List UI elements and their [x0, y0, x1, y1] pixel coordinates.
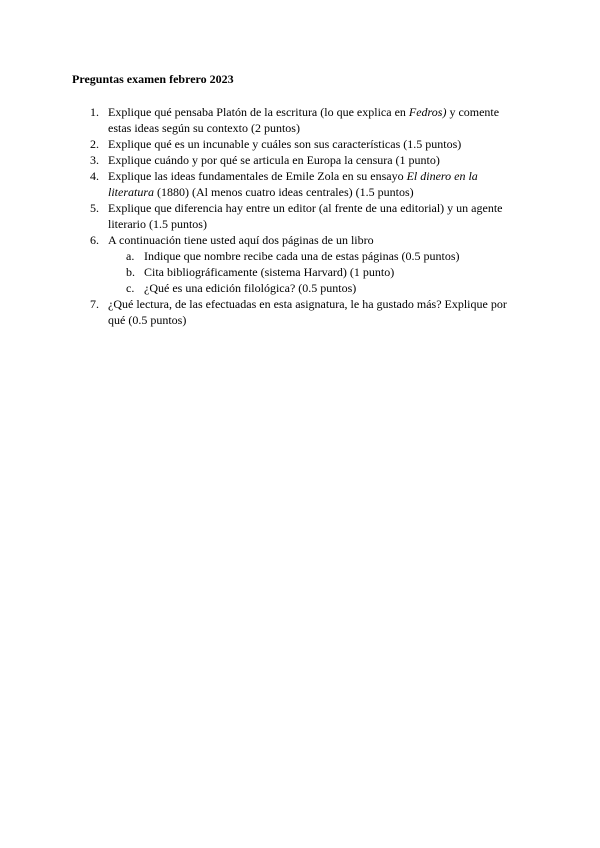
question-text: ¿Qué lectura, de las efectuadas en esta asignatura, le ha gustado más? Explique por qué (0.5 puntos) [108, 297, 507, 327]
question-text: Explique las ideas fundamentales de Emile Zola en su ensayo [108, 169, 407, 183]
question-text: Explique cuándo y por qué se articula en Europa la censura (1 punto) [108, 153, 440, 167]
document-title: Preguntas examen febrero 2023 [72, 72, 234, 86]
question-number: 4. [90, 169, 99, 183]
subquestion-letter: c. [126, 281, 135, 295]
question-number: 5. [90, 201, 99, 215]
question-item-7 [72, 296, 524, 328]
question-text-italic: El dinero en la literatura [108, 169, 478, 199]
subquestion-item-c [72, 280, 524, 296]
subquestion-text: Cita bibliográficamente (sistema Harvard) (1 punto) [144, 265, 395, 279]
question-item-4 [72, 168, 524, 200]
subquestion-item-a [72, 248, 524, 264]
question-number: 1. [90, 105, 99, 119]
question-item-5 [72, 200, 524, 232]
question-item-6 [72, 232, 524, 296]
question-text: A continuación tiene usted aquí dos páginas de un libro [108, 233, 374, 247]
subquestion-text: Indique que nombre recibe cada una de estas páginas (0.5 puntos) [144, 249, 460, 263]
question-number: 7. [90, 297, 99, 311]
question-list [72, 104, 524, 328]
question-text: Explique qué es un incunable y cuáles son sus características (1.5 puntos) [108, 137, 462, 151]
question-text: Explique que diferencia hay entre un editor (al frente de una editorial) y un agente literario (1.5 puntos) [108, 201, 503, 231]
question-item-1 [72, 104, 524, 136]
question-number: 2. [90, 137, 99, 151]
question-text: Explique qué pensaba Platón de la escritura (lo que explica en [108, 105, 409, 119]
question-item-3 [72, 152, 524, 168]
subquestion-text: ¿Qué es una edición filológica? (0.5 puntos) [144, 281, 357, 295]
question-text: y comente estas ideas según su contexto (2 puntos) [108, 105, 500, 135]
question-text: (1880) (Al menos cuatro ideas centrales) (1.5 puntos) [154, 185, 414, 199]
question-text-italic: Fedros) [408, 105, 447, 119]
question-item-2 [72, 136, 524, 152]
subquestion-letter: a. [126, 249, 135, 263]
subquestion-letter: b. [126, 265, 135, 279]
subquestion-item-b [72, 264, 524, 280]
question-number: 3. [90, 153, 99, 167]
subquestion-list [108, 248, 524, 296]
question-number: 6. [90, 233, 99, 247]
